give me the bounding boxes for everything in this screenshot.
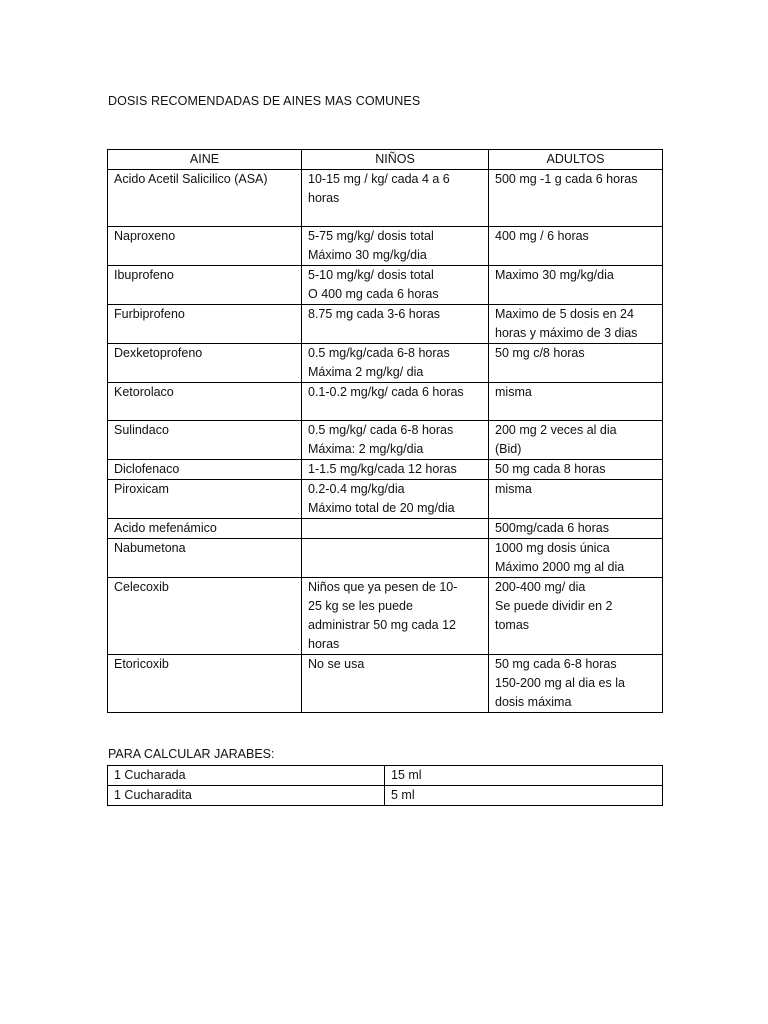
adultos-dose-line: dosis máxima: [495, 695, 572, 709]
ninos-dose-line: No se usa: [308, 657, 365, 671]
ninos-dose-line: 0.1-0.2 mg/kg/ cada 6 horas: [308, 385, 464, 399]
ninos-dose-cell: [302, 266, 489, 305]
aine-name-cell: Nabumetona: [108, 539, 302, 578]
ninos-dose-cell: [302, 305, 489, 344]
aine-name-cell: Dexketoprofeno: [108, 344, 302, 383]
ninos-dose-cell: [302, 480, 489, 519]
adultos-dose-line: 400 mg / 6 horas: [495, 229, 589, 243]
adultos-dose-cell: [489, 460, 663, 480]
ninos-dose-line: 10-15 mg / kg/ cada 4 a 6: [308, 172, 450, 186]
header-ninos: NIÑOS: [302, 150, 489, 170]
ninos-dose-line: 0.5 mg/kg/ cada 6-8 horas: [308, 423, 454, 437]
ninos-dose-cell: [302, 655, 489, 713]
table-header-row: [108, 150, 663, 170]
ninos-dose-line: 0.2-0.4 mg/kg/dia: [308, 482, 405, 496]
syrup-measure-cell: 1 Cucharada: [108, 766, 385, 786]
syrup-row: [108, 786, 663, 806]
adultos-dose-cell: [489, 383, 663, 421]
adultos-dose-line: (Bid): [495, 442, 522, 456]
table-row: [108, 421, 663, 460]
aine-name-cell: Ibuprofeno: [108, 266, 302, 305]
ninos-dose-line: administrar 50 mg cada 12: [308, 618, 456, 632]
ninos-dose-cell: [302, 344, 489, 383]
aine-name-cell: Sulindaco: [108, 421, 302, 460]
ninos-dose-cell: [302, 421, 489, 460]
adultos-dose-cell: [489, 421, 663, 460]
aine-name-cell: Etoricoxib: [108, 655, 302, 713]
adultos-dose-cell: [489, 305, 663, 344]
ninos-dose-line: O 400 mg cada 6 horas: [308, 287, 439, 301]
syrup-volume-cell: 15 ml: [385, 766, 663, 786]
header-aine: AINE: [108, 150, 302, 170]
adultos-dose-line: horas y máximo de 3 dias: [495, 326, 638, 340]
adultos-dose-line: Máximo 2000 mg al dia: [495, 560, 625, 574]
table-row: [108, 170, 663, 227]
table-row: [108, 266, 663, 305]
adultos-dose-cell: [489, 655, 663, 713]
adultos-dose-cell: [489, 344, 663, 383]
aine-name-cell: Acido mefenámico: [108, 519, 302, 539]
adultos-dose-line: 50 mg cada 8 horas: [495, 462, 606, 476]
aine-name-cell: Ketorolaco: [108, 383, 302, 421]
syrups-title: PARA CALCULAR JARABES:: [108, 747, 275, 761]
aines-dosage-table: [107, 149, 663, 713]
table-row: [108, 539, 663, 578]
header-adultos: ADULTOS: [489, 150, 663, 170]
adultos-dose-cell: [489, 539, 663, 578]
ninos-dose-line: 8.75 mg cada 3-6 horas: [308, 307, 441, 321]
adultos-dose-line: 200 mg 2 veces al dia: [495, 423, 617, 437]
aine-name-cell: Acido Acetil Salicilico (ASA): [108, 170, 302, 227]
adultos-dose-line: Se puede dividir en 2: [495, 599, 613, 613]
table-row: [108, 460, 663, 480]
adultos-dose-line: 50 mg cada 6-8 horas: [495, 657, 617, 671]
ninos-dose-cell: [302, 227, 489, 266]
ninos-dose-cell: [302, 170, 489, 227]
ninos-dose-cell: [302, 383, 489, 421]
adultos-dose-line: misma: [495, 385, 532, 399]
adultos-dose-line: 1000 mg dosis única: [495, 541, 610, 555]
syrup-volume-cell: 5 ml: [385, 786, 663, 806]
aine-name-cell: Celecoxib: [108, 578, 302, 655]
ninos-dose-line: 1-1.5 mg/kg/cada 12 horas: [308, 462, 457, 476]
adultos-dose-cell: [489, 578, 663, 655]
ninos-dose-line: Máximo total de 20 mg/dia: [308, 501, 455, 515]
ninos-dose-line: Máximo 30 mg/kg/dia: [308, 248, 427, 262]
adultos-dose-cell: [489, 170, 663, 227]
adultos-dose-cell: [489, 266, 663, 305]
adultos-dose-cell: [489, 519, 663, 539]
ninos-dose-line: 25 kg se les puede: [308, 599, 413, 613]
adultos-dose-line: misma: [495, 482, 532, 496]
ninos-dose-cell: [302, 460, 489, 480]
ninos-dose-line: Máxima 2 mg/kg/ dia: [308, 365, 424, 379]
ninos-dose-line: horas: [308, 637, 340, 651]
ninos-dose-line: 5-75 mg/kg/ dosis total: [308, 229, 434, 243]
adultos-dose-line: tomas: [495, 618, 530, 632]
adultos-dose-line: 200-400 mg/ dia: [495, 580, 586, 594]
table-row: [108, 519, 663, 539]
ninos-dose-line: Máxima: 2 mg/kg/dia: [308, 442, 424, 456]
ninos-dose-cell: [302, 578, 489, 655]
table-row: [108, 344, 663, 383]
syrup-measure-cell: 1 Cucharadita: [108, 786, 385, 806]
document-title: DOSIS RECOMENDADAS DE AINES MAS COMUNES: [108, 94, 421, 108]
ninos-dose-line: 5-10 mg/kg/ dosis total: [308, 268, 434, 282]
adultos-dose-line: 150-200 mg al dia es la: [495, 676, 625, 690]
syrup-row: [108, 766, 663, 786]
adultos-dose-line: 500mg/cada 6 horas: [495, 521, 609, 535]
adultos-dose-line: 50 mg c/8 horas: [495, 346, 585, 360]
syrups-table: [107, 765, 663, 806]
table-row: [108, 655, 663, 713]
aine-name-cell: Piroxicam: [108, 480, 302, 519]
aine-name-cell: Diclofenaco: [108, 460, 302, 480]
ninos-dose-cell: [302, 519, 489, 539]
adultos-dose-line: 500 mg -1 g cada 6 horas: [495, 172, 638, 186]
adultos-dose-line: Maximo de 5 dosis en 24: [495, 307, 634, 321]
ninos-dose-cell: [302, 539, 489, 578]
table-row: [108, 305, 663, 344]
aine-name-cell: Naproxeno: [108, 227, 302, 266]
adultos-dose-cell: [489, 227, 663, 266]
adultos-dose-cell: [489, 480, 663, 519]
table-row: [108, 227, 663, 266]
ninos-dose-line: Niños que ya pesen de 10-: [308, 580, 458, 594]
adultos-dose-line: Maximo 30 mg/kg/dia: [495, 268, 614, 282]
ninos-dose-line: 0.5 mg/kg/cada 6-8 horas: [308, 346, 450, 360]
table-row: [108, 383, 663, 421]
table-row: [108, 578, 663, 655]
aine-name-cell: Furbiprofeno: [108, 305, 302, 344]
ninos-dose-line: horas: [308, 191, 340, 205]
table-row: [108, 480, 663, 519]
